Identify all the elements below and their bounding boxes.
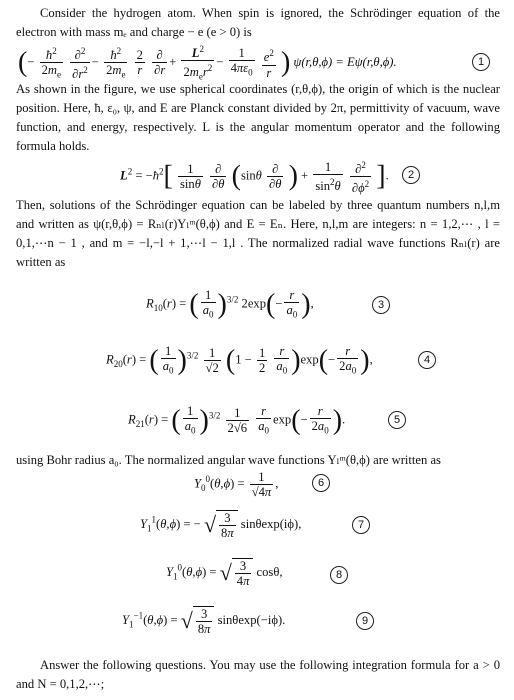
equation-number-4: 4 — [418, 351, 436, 369]
equation-number-1: 1 — [472, 53, 490, 71]
intro-paragraph: Consider the hydrogen atom. When spin is ignored, the Schrödinger equation of the electron with mass mₑ and charge − e (e > 0) is — [16, 6, 500, 39]
equation-5: $R_{21}(r)$ = ( $\frac{1}{a_0}$ )$^{3/2}$ $\frac{1}{2√6}$ $\frac{r}{a_0}$ exp(− $\frac{r}{2a_0}$ ). — [128, 404, 346, 436]
equation-9: $Y_1^{-1}(\theta,\phi)$ = √ $\frac{3}{8\pi}$ sinθexp(−iϕ). — [122, 607, 286, 636]
equation-number-5: 5 — [388, 411, 406, 429]
equation-3: $R_{10}(r)$ = ( $\frac{1}{a_0}$ )$^{3/2}$ 2exp(− $\frac{r}{a_0}$ ), — [146, 288, 314, 320]
equation-7: $Y_1^1(\theta,\phi)$ = − √ $\frac{3}{8\pi}$ sinθexp(iϕ), — [140, 511, 302, 540]
equation-number-8: 8 — [330, 566, 348, 584]
equation-8: $Y_1^0(\theta,\phi)$ = √ $\frac{3}{4\pi}$ cosθ, — [166, 559, 283, 588]
answer-instructions-paragraph: Answer the following questions. You may use the following integration formula for a > 0 and N = 0,1,2,⋯; — [16, 658, 500, 691]
equation-number-9: 9 — [356, 612, 374, 630]
equation-number-3: 3 — [372, 296, 390, 314]
bohr-radius-paragraph: using Bohr radius a₀. The normalized angular wave functions Yₗᵐ(θ,ϕ) are written as — [16, 453, 441, 467]
equation-number-7: 7 — [352, 516, 370, 534]
equation-7-tail: sinθexp(iϕ), — [240, 516, 302, 531]
equation-9-tail: sinθexp(−iϕ). — [217, 612, 286, 627]
equation-2: $L^2$ = $-ħ^2$[ $\frac{1}{\sin\theta}$ $\frac{\partial}{\partial\theta}$ (sinθ $\frac{\partial}{\partial\theta}$ ) + $\frac{1}{\sin^2\theta}$ $\frac{\partial^2}{\partial\phi^2}$ ]. — [120, 160, 389, 196]
equation-8-tail: cosθ, — [256, 564, 283, 579]
equation-number-2: 2 — [402, 166, 420, 184]
equation-1: (− $\frac{ħ^2}{2m_e}$ $\frac{\partial^2}{\partial r^2}$ − $\frac{ħ^2}{2m_e}$ $\frac{2}{r}$ $\frac{\partial}{\partial r}$ + $\frac{L^2}{2m_er^2}$ − $\frac{1}{4\pi\varepsilon_0}$ $\frac{e^2}{r}$ ) ψ(r,θ,ϕ) = Eψ(r,θ,ϕ). — [18, 44, 397, 82]
equation-1-rhs: ψ(r,θ,ϕ) = Eψ(r,θ,ϕ). — [293, 54, 397, 69]
equation-number-6: 6 — [312, 474, 330, 492]
equation-4: $R_{20}(r)$ = ( $\frac{1}{a_0}$ )$^{3/2}$ $\frac{1}{√2}$ (1 − $\frac{1}{2}$ $\frac{r}{a_0}$ )exp(− $\frac{r}{2a_0}$ ), — [106, 344, 373, 376]
coordinates-paragraph: As shown in the figure, we use spherical coordinates (r,θ,ϕ), the origin of which is the nuclear position. Here, ħ, ε₀, ψ, and E are Planck constant divided by 2π, permittivity of vacuum, wave function, and energy, respectively. L is the angular momentum operator and the following formula holds. — [16, 82, 500, 153]
quantum-numbers-paragraph: Then, solutions of the Schrödinger equation can be labeled by three quantum numbers n,l,m and written as ψ(r,θ,ϕ) = Rₙₗ(r)Yₗᵐ(θ,ϕ) and E = Eₙ. Here, n,l,m are integers: n = 1,2,⋯ , l = 0,1,⋯n − 1 , and m = −l,−l + 1,⋯l − 1,l . The normalized radial wave functions Rₙₗ(r) are written as — [16, 198, 500, 269]
equation-6: $Y_0^0(\theta,\phi)$ = $\frac{1}{√4\pi}$ , — [194, 470, 279, 499]
